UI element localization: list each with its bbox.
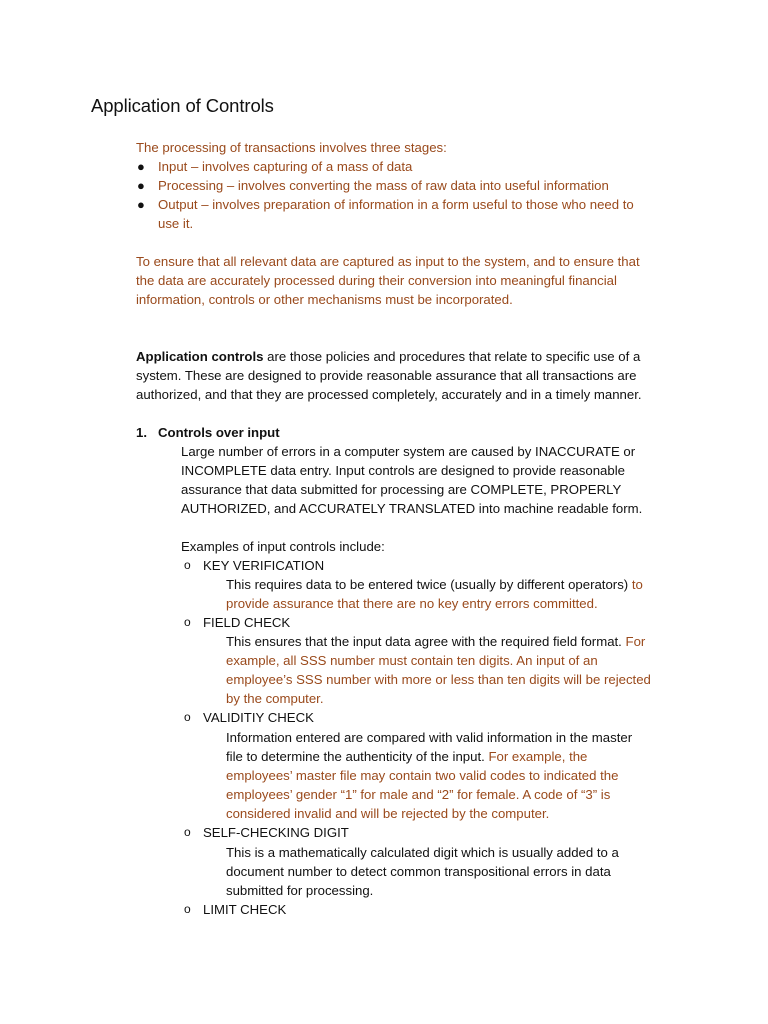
list-bullet-icon: o: [184, 558, 191, 572]
control-desc-line: Information entered are compared with valid information in the master: [226, 730, 633, 745]
definition-term: Application controls: [136, 349, 264, 364]
section-para-line: assurance that data submitted for processing are COMPLETE, PROPERLY: [181, 482, 622, 497]
bullet-dot-icon: ●: [137, 197, 145, 212]
control-name: SELF-CHECKING DIGIT: [203, 825, 349, 840]
list-bullet-icon: o: [184, 615, 191, 629]
intro-para-line: information, controls or other mechanisms must be incorporated.: [136, 292, 513, 307]
control-desc-line: example, all SSS number must contain ten digits. An input of an: [226, 653, 598, 668]
page-title: Application of Controls: [91, 95, 274, 116]
list-bullet-icon: o: [184, 825, 191, 839]
control-desc-line: considered invalid and will be rejected by the computer.: [226, 806, 550, 821]
section-para-line: INCOMPLETE data entry. Input controls are designed to provide reasonable: [181, 463, 625, 478]
list-bullet-icon: o: [184, 710, 191, 724]
control-name: VALIDITIY CHECK: [203, 710, 314, 725]
control-desc-line: [226, 747, 587, 766]
section-para-line: Large number of errors in a computer system are caused by INACCURATE or: [181, 444, 636, 459]
control-desc-line: submitted for processing.: [226, 883, 374, 898]
section-para-line: AUTHORIZED, and ACCURATELY TRANSLATED into machine readable form.: [181, 501, 643, 516]
intro-para-line: the data are accurately processed during their conversion into meaningful financial: [136, 273, 617, 288]
definition-line: authorized, and that they are processed completely, accurately and in a timely manner.: [136, 387, 642, 402]
intro-bullet-input: Input – involves capturing of a mass of data: [158, 159, 413, 174]
definition-rest: are those policies and procedures that relate to specific use of a: [263, 349, 641, 364]
example-text: For example, the: [484, 749, 588, 764]
control-desc-line: provide assurance that there are no key entry errors committed.: [226, 596, 598, 611]
intro-bullet-processing: Processing – involves converting the mass of raw data into useful information: [158, 178, 609, 193]
desc-text: This ensures that the input data agree with the required field format.: [226, 634, 622, 649]
desc-text: This requires data to be entered twice (usually by different operators): [226, 577, 629, 592]
control-desc-line: [226, 632, 645, 651]
intro-para-line: To ensure that all relevant data are captured as input to the system, and to ensure that: [136, 254, 640, 269]
control-desc-line: employee’s SSS number with more or less than ten digits will be rejected: [226, 672, 651, 687]
list-bullet-icon: o: [184, 902, 191, 916]
control-desc-line: employees’ gender “1” for male and “2” for female. A code of “3” is: [226, 787, 611, 802]
control-desc-line: document number to detect common transpositional errors in data: [226, 864, 611, 879]
desc-text: file to determine the authenticity of the input.: [226, 749, 485, 764]
section-number: 1.: [136, 425, 147, 440]
intro-bullet-output-cont: use it.: [158, 216, 194, 231]
section-heading: Controls over input: [158, 425, 280, 440]
bullet-dot-icon: ●: [137, 159, 145, 174]
intro-bullet-output: Output – involves preparation of information in a form useful to those who need to: [158, 197, 634, 212]
control-name: FIELD CHECK: [203, 615, 291, 630]
example-text: to: [628, 577, 643, 592]
bullet-dot-icon: ●: [137, 178, 145, 193]
examples-lead: Examples of input controls include:: [181, 539, 385, 554]
definition-line: [136, 347, 640, 366]
control-desc-line: employees’ master file may contain two valid codes to indicated the: [226, 768, 619, 783]
control-desc-line: This is a mathematically calculated digit which is usually added to a: [226, 845, 619, 860]
control-name: LIMIT CHECK: [203, 902, 287, 917]
control-desc-line: [226, 575, 643, 594]
control-desc-line: by the computer.: [226, 691, 324, 706]
example-text: For: [621, 634, 646, 649]
definition-line: system. These are designed to provide reasonable assurance that all transactions are: [136, 368, 637, 383]
control-name: KEY VERIFICATION: [203, 558, 325, 573]
intro-lead: The processing of transactions involves three stages:: [136, 140, 447, 155]
